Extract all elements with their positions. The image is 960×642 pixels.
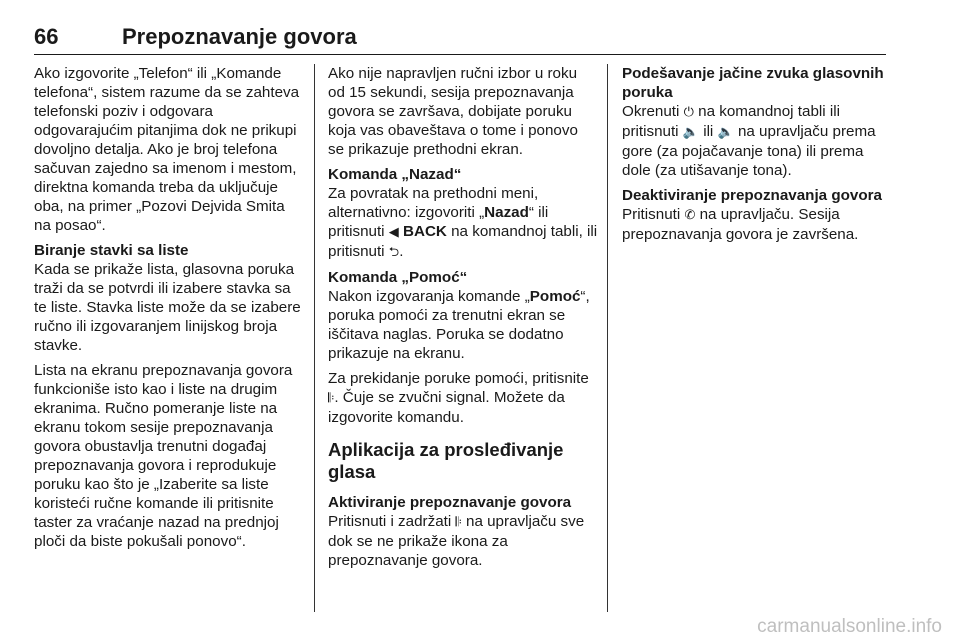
text: Nakon izgovaranja komande „ <box>328 288 530 305</box>
back-arrow-icon: ◀ <box>388 225 399 240</box>
volume-down-icon: 🔈 <box>717 125 734 140</box>
heading-aktiviranje: Aktiviranje prepoznavanje govora <box>328 494 572 511</box>
paragraph-lista: Kada se prikaže lista, glasovna poruka traži da se potvrdi ili izabere stavka sa te liste. Stavka liste može da se izabere ručno ili izgovaranjem linijskog broja stavke. <box>34 261 301 354</box>
text: ili <box>698 123 718 140</box>
paragraph-deaktiviranje <box>622 205 886 244</box>
end-call-icon: ✆ <box>684 208 696 223</box>
page-number: 66 <box>34 24 59 49</box>
heading-biranje-stavki: Biranje stavki sa liste <box>34 242 189 259</box>
paragraph-aktiviranje <box>328 512 598 570</box>
back-button-label: BACK <box>403 223 447 240</box>
keyword-pomoc: Pomoć <box>529 288 581 305</box>
text: . Čuje se zvučni signal. Možete da izgovorite komandu. <box>328 389 565 426</box>
text: . <box>399 243 404 260</box>
power-knob-icon: ⏻ <box>683 105 694 120</box>
return-icon: ⮌ <box>388 245 400 260</box>
text: “, poruka pomoći za trenutni ekran se iščitava naglas. Poruka se dodatno prikazuje na ekranu. <box>328 288 590 362</box>
column-1 <box>34 64 304 557</box>
paragraph-nazad <box>328 184 598 262</box>
column-divider-2 <box>607 64 608 612</box>
page-header <box>34 22 886 55</box>
text: na upravljaču prema gore (za pojačavanje tona) ili prema dole (za utišavanje tona). <box>622 123 876 179</box>
text: “ ili pritisnuti <box>328 204 549 240</box>
column-2 <box>328 64 598 576</box>
voice-icon: 𝄆 <box>328 391 335 406</box>
text: Okrenuti <box>622 103 684 120</box>
keyword-nazad: Nazad <box>484 204 529 221</box>
voice-icon: 𝄆 <box>455 515 462 530</box>
heading-komanda-pomoc: Komanda „Pomoć“ <box>328 269 468 286</box>
paragraph-rucni-izbor: Ako nije napravljen ručni izbor u roku od 15 sekundi, sesija prepoznavanja govora se završava, dobijate poruku koja vas obaveštava o tome i ponovo se prikazuje prethodni ekran. <box>328 65 578 158</box>
heading-aplikacija: Aplikacija za prosleđivanje glasa <box>328 439 564 482</box>
watermark: carmanualsonline.info <box>757 616 942 637</box>
text: Za prekidanje poruke pomoći, pritisnite <box>328 370 589 387</box>
volume-up-icon: 🔈 <box>682 125 699 140</box>
heading-deaktiviranje: Deaktiviranje prepoznavanja govora <box>622 187 882 204</box>
paragraph-telefon: Ako izgovorite „Telefon“ ili „Komande telefona“, sistem razume da se zahteva telefonski poziv i odgovara odgovarajućim pitanjima dok ne prikupi dovoljno detalja. Ako je broj telefona sačuvan zajedno sa imenom i mestom, direktna komanda treba da uključuje oba, na primer „Pozovi Dejvida Smita na posao“. <box>34 65 300 234</box>
heading-jacina-zvuka: Podešavanje jačine zvuka glasovnih poruka <box>622 65 884 101</box>
paragraph-pomoc <box>328 287 598 363</box>
heading-komanda-nazad: Komanda „Nazad“ <box>328 166 462 183</box>
column-3 <box>622 64 886 250</box>
text: na komandnoj tabli, ili pritisnuti <box>328 223 598 260</box>
text: Pritisnuti <box>622 206 685 223</box>
page-title: Prepoznavanje govora <box>122 24 357 49</box>
text: na upravljaču sve dok se ne prikaže ikona za prepoznavanje govora. <box>328 513 585 569</box>
text: na upravljaču. Sesija prepoznavanja govora je završena. <box>622 206 859 243</box>
text: Pritisnuti i zadržati <box>328 513 456 530</box>
column-divider-1 <box>314 64 315 612</box>
paragraph-jacina <box>622 102 886 180</box>
paragraph-prekidanje <box>328 369 598 427</box>
paragraph-lista-ekran: Lista na ekranu prepoznavanja govora funkcioniše isto kao i liste na drugim ekranima. Ručno pomeranje liste na ekranu tokom sesije prepoznavanja govora obustavlja trenutni događaj prepoznavanja govora i reprodukuje poruku kao što je „Izaberite sa liste koristeći ručne komande ili pritisnite taster za vraćanje nazad na prednjoj ploči da biste pokušali ponovo“. <box>34 362 293 550</box>
text: na komandnoj tabli ili pritisnuti <box>622 103 840 140</box>
text: Za povratak na prethodni meni, alternativno: izgovoriti „ <box>328 185 539 221</box>
